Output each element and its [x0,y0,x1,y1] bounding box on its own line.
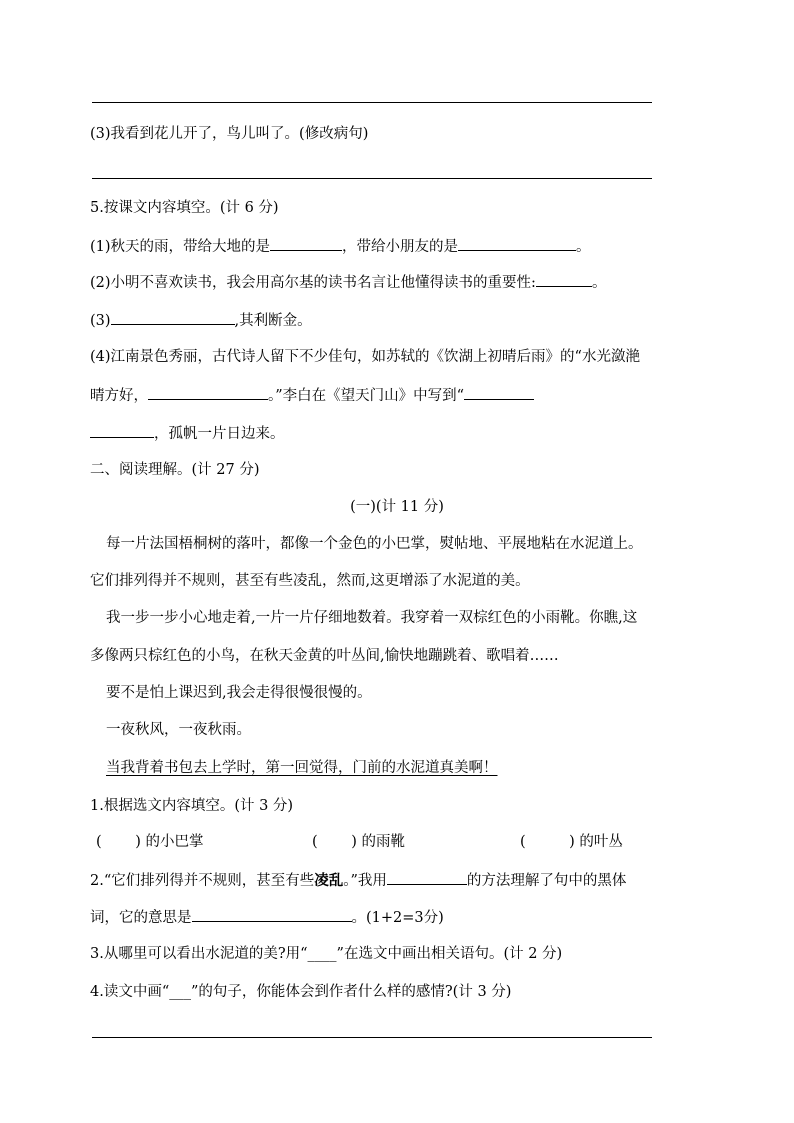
question-1-title: 1.根据选文内容填空。(计 3 分) [90,798,294,814]
q2-part-c: 的方法理解了句中的黑体 [466,873,627,889]
passage-p1-line-2: 它们排列得并不规则，甚至有些凌乱，然而,这更增添了水泥道的美。 [90,573,530,589]
answer-line-2 [92,178,652,179]
q5-item4-blank-2[interactable] [464,385,534,400]
q5-item2-part-a: (2)小明不喜欢读书，我会用高尔基的读书名言让他懂得读书的重要性: [90,275,536,291]
section-2-title: 二、阅读理解。(计 27 分) [90,462,260,478]
q5-item4-part-b: 。”李白在《望天门山》中写到“ [268,388,465,404]
passage-p1-line-1: 每一片法国梧桐树的落叶，都像一个金色的小巴掌，熨帖地、平展地粘在水泥道上。 [106,536,643,552]
passage-p2-line-2: 多像两只棕红色的小鸟，在秋天金黄的叶丛间,愉快地蹦跳着、歌唱着…… [90,648,559,664]
q1-blank-b[interactable]: ( ) 的雨靴 [312,834,406,850]
q3-part-a: 3.从哪里可以看出水泥道的美?用“ [90,946,308,962]
q5-item3-part-b: ,其利断金。 [234,313,312,329]
q5-title: 5.按课文内容填空。(计 6 分) [90,200,279,216]
passage-p4: 一夜秋风，一夜秋雨。 [106,722,251,738]
question-3 [90,944,562,964]
q4-part-b: ”的句子，你能体会到作者什么样的感情?(计 3 分) [191,984,512,1000]
q3-text: (3)我看到花儿开了，鸟儿叫了。(修改病句) [90,126,369,142]
q2-part-b: 。”我用 [343,873,387,889]
passage-p2-line-1: 我一步一步小心地走着,一片一片仔细地数着。我穿着一双棕红色的小雨靴。你瞧,这 [106,610,638,626]
q5-item-4-line-1: (4)江南景色秀丽，古代诗人留下不少佳句，如苏轼的《饮湖上初晴后雨》的“水光潋滟 [90,349,640,365]
q3-part-b: ”在选文中画出相关语句。(计 2 分) [336,946,563,962]
q5-item-3 [90,310,312,331]
q2-bold-word: 凌乱 [314,872,344,889]
q5-item2-part-b: 。 [591,275,607,291]
passage-p5-underlined: 当我背着书包去上学时，第一回觉得，门前的水泥道真美啊！ [106,760,498,776]
q5-item1-blank-2[interactable] [458,236,576,251]
q5-item4-blank-1[interactable] [148,385,268,400]
q4-mark: ___ [169,984,191,1000]
q3-mark: ____ [307,946,337,962]
q5-item4-part-a: 晴方好， [90,388,148,404]
q5-item1-part-b: ，带给小朋友的是 [342,239,459,255]
question-4 [90,982,511,1002]
q5-item4-part-c: ，孤帆一片日边来。 [154,426,285,442]
q5-item1-blank-1[interactable] [270,236,342,251]
q5-item1-part-c: 。 [576,239,591,255]
q5-item3-blank[interactable] [111,310,235,325]
answer-line-3 [92,1037,652,1038]
q1-blank-c[interactable]: ( ) 的叶丛 [520,834,623,850]
q5-item4-blank-3[interactable] [90,423,154,438]
q4-part-a: 4.读文中画“ [90,984,170,1000]
q2-part-a: 2.“它们排列得并不规则，甚至有些 [90,873,315,889]
q5-item-4-line-2 [90,385,534,406]
q5-item-2 [90,272,606,293]
q2-part-d: 词，它的意思是 [90,910,192,926]
q5-item3-part-a: (3) [90,313,111,329]
q2-part-e: 。(1+2=3分) [351,910,444,926]
q5-item1-part-a: (1)秋天的雨，带给大地的是 [90,239,271,255]
question-2-line-2 [90,907,444,928]
q2-method-blank[interactable] [387,870,467,885]
q1-blank-a[interactable]: ( ) 的小巴掌 [96,834,204,850]
section-2-subtitle: (一)(计 11 分) [350,499,444,515]
q5-item2-blank[interactable] [536,272,592,287]
passage-p3: 要不是怕上课迟到,我会走得很慢很慢的。 [106,685,372,701]
q5-item-1 [90,236,591,257]
answer-line-1 [92,102,652,103]
q2-meaning-blank[interactable] [192,907,352,922]
question-2-line-1 [90,870,626,891]
q5-item-4-line-3 [90,423,285,444]
